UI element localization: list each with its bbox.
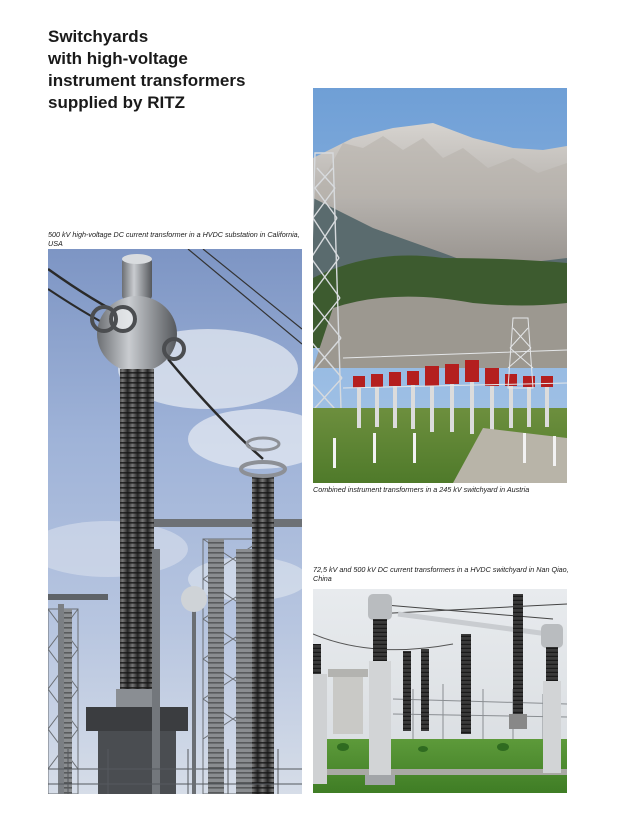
photo-nan-qiao-switchyard [313,589,567,793]
title-line-1: Switchyards [48,27,149,46]
photo-austria-switchyard [313,88,567,483]
photo-hvdc-current-transformer-illustration [48,249,302,794]
title-prefix: supplied by [48,93,148,112]
title-line-2: with high-voltage [48,49,188,68]
caption-nan-qiao-switchyard: 72,5 kV and 500 kV DC current transformers in a HVDC switchyard in Nan Qiao, China [313,565,569,583]
photo-nan-qiao-switchyard-illustration [313,589,567,793]
page-title [48,26,308,114]
photo-hvdc-current-transformer [48,249,302,794]
photo-austria-switchyard-illustration [313,88,567,483]
title-line-3: instrument transformers [48,71,246,90]
title-line-4 [48,92,308,114]
caption-austria-switchyard: Combined instrument transformers in a 245 kV switchyard in Austria [313,485,530,494]
brand-name: RITZ [147,93,185,112]
caption-hvdc-california: 500 kV high-voltage DC current transformer in a HVDC substation in California, USA [48,230,300,248]
